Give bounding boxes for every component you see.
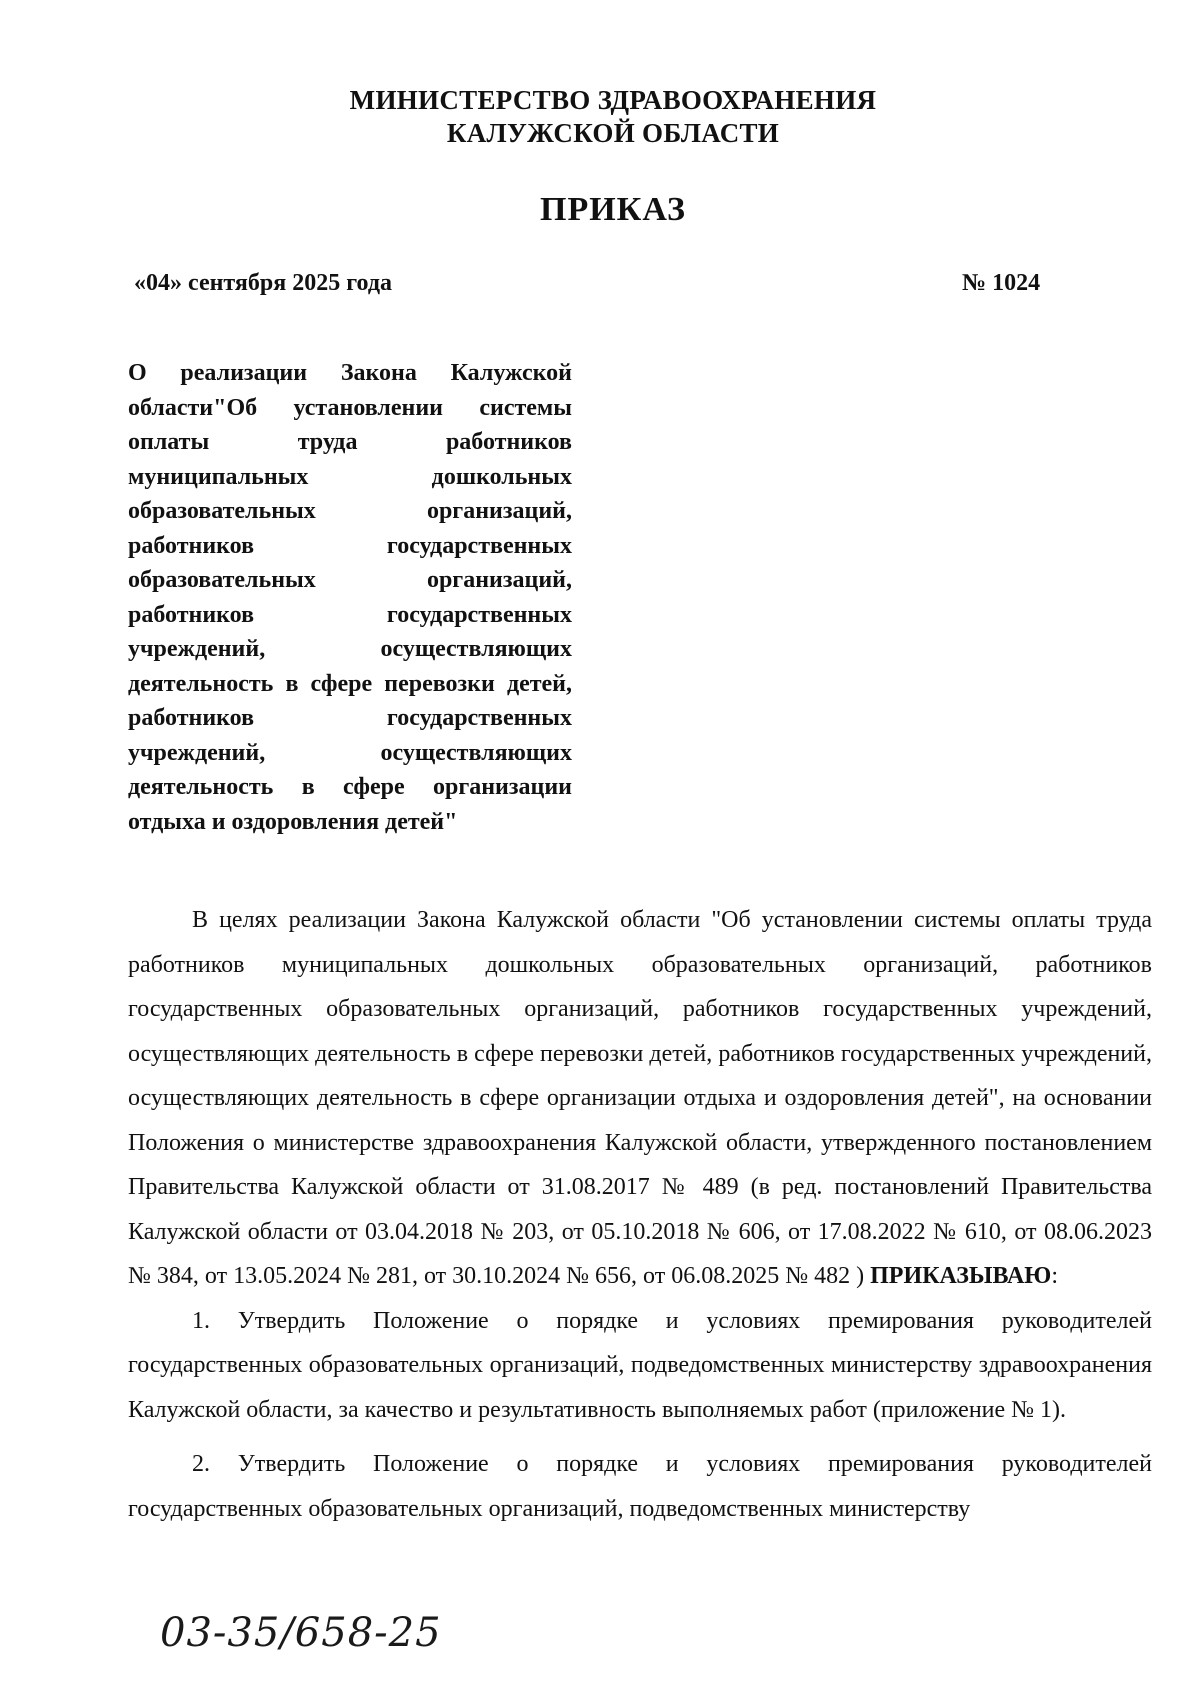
document-body [128, 898, 1152, 1531]
ministry-line-1: МИНИСТЕРСТВО ЗДРАВООХРАНЕНИЯ [349, 85, 877, 115]
preamble-text: В целях реализации Закона Калужской области "Об установлении системы оплаты труда работников муниципальных дошкольных образовательных организаций, работников государственных образовательных организаций, работников государственных учреждений, осуществляющих деятельность в сфере перевозки детей, работников государственных учреждений, осуществляющих деятельность в сфере организации отдыха и оздоровления детей", на основании Положения о министерстве здравоохранения Калужской области, утвержденного постановлением Правительства Калужской области от 31.08.2017 № 489 (в ред. постановлений Правительства Калужской области от 03.04.2018 № 203, от 05.10.2018 № 606, от 17.08.2022 № 610, от 08.06.2023 № 384, от 13.05.2024 № 281, от 30.10.2024 № 656, от 06.08.2025 № 482 ) [128, 907, 1152, 1289]
document-number: № 1024 [962, 270, 1041, 296]
document-date: «04» сентября 2025 года [134, 270, 392, 296]
document-type-text: ПРИКАЗ [540, 191, 686, 228]
command-word: ПРИКАЗЫВАЮ [870, 1263, 1052, 1289]
preamble-paragraph [128, 898, 1152, 1299]
handwritten-reference-number: 03-35/658-25 [160, 1610, 442, 1656]
document-subject: О реализации Закона Калужской области"Об установлении системы оплаты труда работников муниципальных дошкольных образовательных организаций, работников государственных образовательных организаций, работников государственных учреждений, осуществляющих деятельность в сфере перевозки детей, работников государственных учреждений, осуществляющих деятельность в сфере организации отдыха и оздоровления детей" [128, 360, 572, 835]
ministry-name [0, 84, 1200, 150]
ministry-line-2: КАЛУЖСКОЙ ОБЛАСТИ [446, 118, 780, 148]
item-1-paragraph: 1. Утвердить Положение о порядке и условиях премирования руководителей государственных образовательных организаций, подведомственных министерству здравоохранения Калужской области, за качество и результативность выполняемых работ (приложение № 1). [128, 1307, 1152, 1423]
item-2-paragraph: 2. Утвердить Положение о порядке и условиях премирования руководителей государственных образовательных организаций, подведомственных министерству [128, 1451, 1152, 1522]
document-type [0, 190, 1200, 230]
command-suffix: : [1051, 1263, 1058, 1289]
